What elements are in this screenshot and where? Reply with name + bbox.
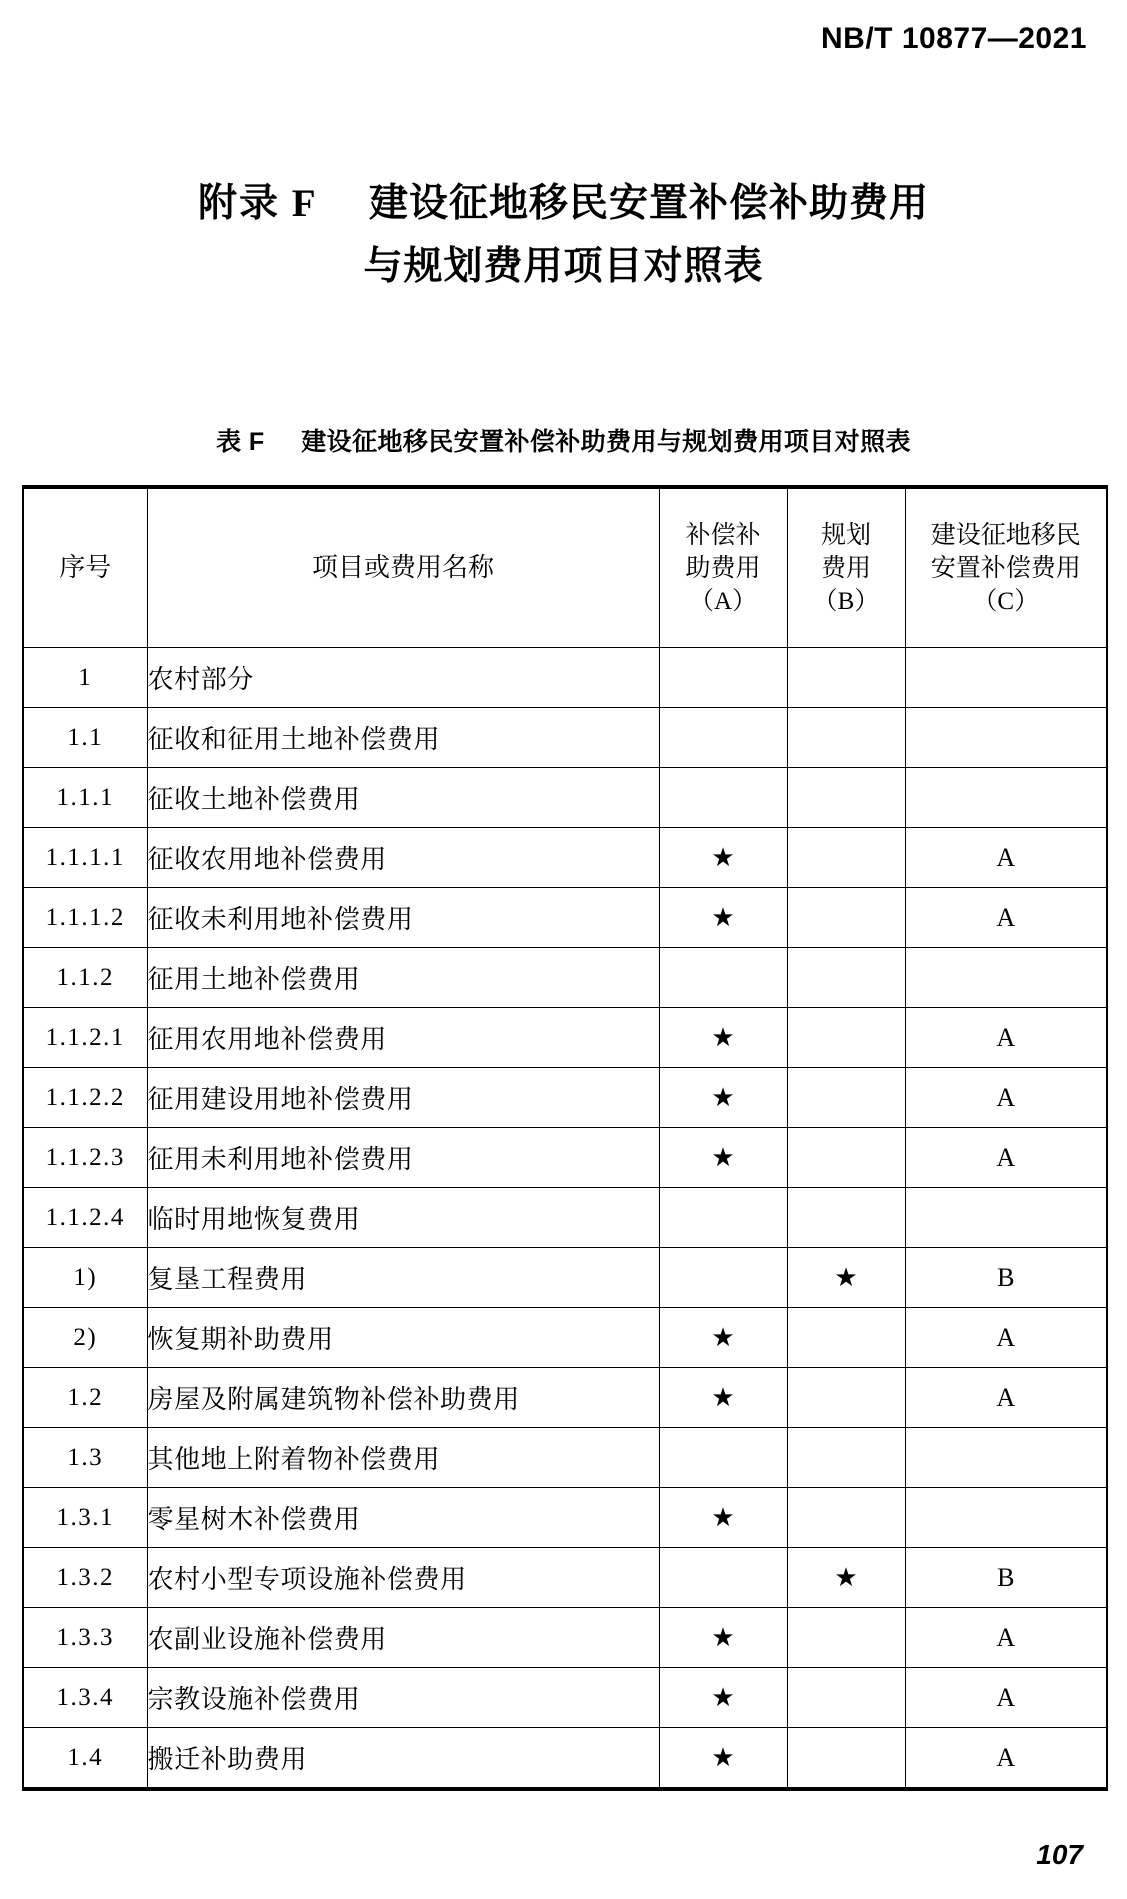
table-row: [23, 1308, 1107, 1368]
row-index: 1.3: [23, 1428, 147, 1488]
row-item-name: 征用未利用地补偿费用: [147, 1128, 659, 1188]
row-mark-c: [905, 708, 1107, 768]
table-caption: [0, 422, 1127, 458]
row-mark-c: [905, 1248, 1107, 1308]
row-item-name: 房屋及附属建筑物补偿补助费用: [147, 1368, 659, 1428]
row-mark-b: [787, 828, 905, 888]
column-header-index: 序号: [23, 487, 147, 648]
row-mark-a: [659, 768, 787, 828]
column-header-b-line2: 费用: [820, 554, 871, 582]
comparison-table-container: [22, 485, 1106, 1791]
row-mark-c: [905, 648, 1107, 708]
mark-letter: A: [996, 1623, 1016, 1652]
row-mark-c: [905, 1308, 1107, 1368]
table-row: [23, 1668, 1107, 1728]
table-row: [23, 948, 1107, 1008]
row-index: 1.1.1: [23, 768, 147, 828]
star-icon: ★: [711, 1503, 735, 1532]
table-header: [23, 487, 1107, 648]
table-caption-text: 建设征地移民安置补偿补助费用与规划费用项目对照表: [301, 428, 911, 456]
star-icon: ★: [711, 843, 735, 872]
column-header-c: [905, 487, 1107, 648]
row-mark-b: [787, 1488, 905, 1548]
column-header-a-line2: 助费用: [685, 554, 761, 582]
row-mark-a: [659, 1008, 787, 1068]
row-item-name: 宗教设施补偿费用: [147, 1668, 659, 1728]
row-mark-b: [787, 708, 905, 768]
row-index: 1.1: [23, 708, 147, 768]
row-mark-a: [659, 1548, 787, 1608]
row-mark-c: [905, 1608, 1107, 1668]
mark-letter: A: [996, 1383, 1016, 1412]
row-mark-b: [787, 768, 905, 828]
mark-letter: A: [996, 1323, 1016, 1352]
column-header-c-line2: 安置补偿费用: [930, 554, 1081, 582]
column-header-a-line1: 补偿补: [685, 521, 761, 549]
column-header-b: [787, 487, 905, 648]
row-item-name: 恢复期补助费用: [147, 1308, 659, 1368]
table-row: [23, 1068, 1107, 1128]
table-row: [23, 1368, 1107, 1428]
table-row: [23, 1008, 1107, 1068]
row-mark-c: [905, 1128, 1107, 1188]
row-mark-b: [787, 1068, 905, 1128]
star-icon: ★: [711, 1083, 735, 1112]
star-icon: ★: [711, 1383, 735, 1412]
row-index: 2): [23, 1308, 147, 1368]
row-mark-a: [659, 648, 787, 708]
mark-letter: A: [996, 1743, 1016, 1772]
row-index: 1.1.2.2: [23, 1068, 147, 1128]
column-header-c-line1: 建设征地移民: [930, 521, 1081, 549]
row-mark-a: [659, 1188, 787, 1248]
comparison-table: [22, 485, 1108, 1791]
row-index: 1: [23, 648, 147, 708]
row-mark-b: [787, 1668, 905, 1728]
row-index: 1.3.4: [23, 1668, 147, 1728]
row-index: 1): [23, 1248, 147, 1308]
row-item-name: 征收土地补偿费用: [147, 768, 659, 828]
row-mark-b: [787, 1308, 905, 1368]
row-index: 1.2: [23, 1368, 147, 1428]
table-row: [23, 768, 1107, 828]
mark-letter: A: [996, 843, 1016, 872]
row-index: 1.3.3: [23, 1608, 147, 1668]
row-mark-b: [787, 1128, 905, 1188]
row-mark-b: [787, 1188, 905, 1248]
star-icon: ★: [834, 1563, 858, 1592]
row-item-name: 临时用地恢复费用: [147, 1188, 659, 1248]
row-index: 1.3.1: [23, 1488, 147, 1548]
row-mark-c: [905, 768, 1107, 828]
row-mark-a: [659, 1068, 787, 1128]
appendix-label: 附录 F: [197, 182, 318, 225]
appendix-title: [0, 172, 1127, 298]
row-item-name: 征用农用地补偿费用: [147, 1008, 659, 1068]
row-mark-a: [659, 1728, 787, 1790]
table-caption-label: 表 F: [216, 428, 265, 456]
row-mark-b: [787, 1368, 905, 1428]
row-mark-c: [905, 1548, 1107, 1608]
row-item-name: 农村部分: [147, 648, 659, 708]
row-mark-c: [905, 1008, 1107, 1068]
row-mark-c: [905, 1728, 1107, 1790]
mark-letter: A: [996, 1083, 1016, 1112]
row-mark-b: [787, 1428, 905, 1488]
mark-letter: A: [996, 1023, 1016, 1052]
row-item-name: 征收未利用地补偿费用: [147, 888, 659, 948]
row-item-name: 农副业设施补偿费用: [147, 1608, 659, 1668]
table-row: [23, 1248, 1107, 1308]
row-item-name: 征收农用地补偿费用: [147, 828, 659, 888]
row-mark-c: [905, 1488, 1107, 1548]
row-mark-a: [659, 1428, 787, 1488]
column-header-c-code: （C）: [972, 587, 1040, 615]
row-mark-a: [659, 1368, 787, 1428]
row-mark-a: [659, 828, 787, 888]
appendix-title-line-2: 与规划费用项目对照表: [363, 245, 764, 289]
table-body: [23, 648, 1107, 1790]
row-mark-c: [905, 1188, 1107, 1248]
column-header-b-line1: 规划: [820, 521, 871, 549]
row-mark-a: [659, 1608, 787, 1668]
row-mark-b: [787, 1608, 905, 1668]
row-index: 1.1.1.2: [23, 888, 147, 948]
row-index: 1.3.2: [23, 1548, 147, 1608]
row-mark-b: [787, 1728, 905, 1790]
row-mark-a: [659, 1248, 787, 1308]
row-index: 1.1.1.1: [23, 828, 147, 888]
page-number: 107: [1036, 1839, 1083, 1870]
row-mark-c: [905, 828, 1107, 888]
column-header-name: 项目或费用名称: [147, 487, 659, 648]
table-row: [23, 1608, 1107, 1668]
table-row: [23, 888, 1107, 948]
row-mark-b: [787, 1008, 905, 1068]
row-mark-a: [659, 1488, 787, 1548]
row-item-name: 征用土地补偿费用: [147, 948, 659, 1008]
row-mark-c: [905, 1068, 1107, 1128]
star-icon: ★: [711, 1143, 735, 1172]
row-item-name: 其他地上附着物补偿费用: [147, 1428, 659, 1488]
table-row: [23, 828, 1107, 888]
row-mark-c: [905, 1668, 1107, 1728]
row-item-name: 征用建设用地补偿费用: [147, 1068, 659, 1128]
star-icon: ★: [711, 1743, 735, 1772]
star-icon: ★: [711, 903, 735, 932]
table-row: [23, 1188, 1107, 1248]
table-header-row: [23, 487, 1107, 648]
row-mark-c: [905, 1368, 1107, 1428]
running-header-standard-number: NB/T 10877—2021: [821, 22, 1087, 55]
row-mark-a: [659, 888, 787, 948]
mark-letter: B: [997, 1263, 1015, 1292]
table-row: [23, 648, 1107, 708]
row-mark-b: [787, 1248, 905, 1308]
row-index: 1.4: [23, 1728, 147, 1790]
table-row: [23, 1548, 1107, 1608]
row-mark-b: [787, 948, 905, 1008]
appendix-title-line-1: 建设征地移民安置补偿补助费用: [369, 182, 930, 225]
row-index: 1.1.2.1: [23, 1008, 147, 1068]
row-item-name: 搬迁补助费用: [147, 1728, 659, 1790]
row-mark-c: [905, 888, 1107, 948]
mark-letter: A: [996, 1683, 1016, 1712]
table-row: [23, 1428, 1107, 1488]
row-mark-a: [659, 708, 787, 768]
row-mark-a: [659, 1308, 787, 1368]
table-row: [23, 708, 1107, 768]
mark-letter: A: [996, 903, 1016, 932]
row-mark-a: [659, 1668, 787, 1728]
star-icon: ★: [834, 1263, 858, 1292]
column-header-b-code: （B）: [812, 587, 880, 615]
star-icon: ★: [711, 1023, 735, 1052]
row-index: 1.1.2.3: [23, 1128, 147, 1188]
star-icon: ★: [711, 1623, 735, 1652]
star-icon: ★: [711, 1323, 735, 1352]
row-mark-c: [905, 1428, 1107, 1488]
row-mark-c: [905, 948, 1107, 1008]
row-item-name: 农村小型专项设施补偿费用: [147, 1548, 659, 1608]
table-row: [23, 1488, 1107, 1548]
row-mark-b: [787, 1548, 905, 1608]
row-item-name: 零星树木补偿费用: [147, 1488, 659, 1548]
row-index: 1.1.2.4: [23, 1188, 147, 1248]
column-header-a: [659, 487, 787, 648]
table-row: [23, 1728, 1107, 1790]
row-mark-b: [787, 648, 905, 708]
row-item-name: 征收和征用土地补偿费用: [147, 708, 659, 768]
row-mark-b: [787, 888, 905, 948]
row-mark-a: [659, 948, 787, 1008]
row-item-name: 复垦工程费用: [147, 1248, 659, 1308]
mark-letter: A: [996, 1143, 1016, 1172]
column-header-a-code: （A）: [688, 587, 758, 615]
star-icon: ★: [711, 1683, 735, 1712]
table-row: [23, 1128, 1107, 1188]
row-mark-a: [659, 1128, 787, 1188]
row-index: 1.1.2: [23, 948, 147, 1008]
mark-letter: B: [997, 1563, 1015, 1592]
